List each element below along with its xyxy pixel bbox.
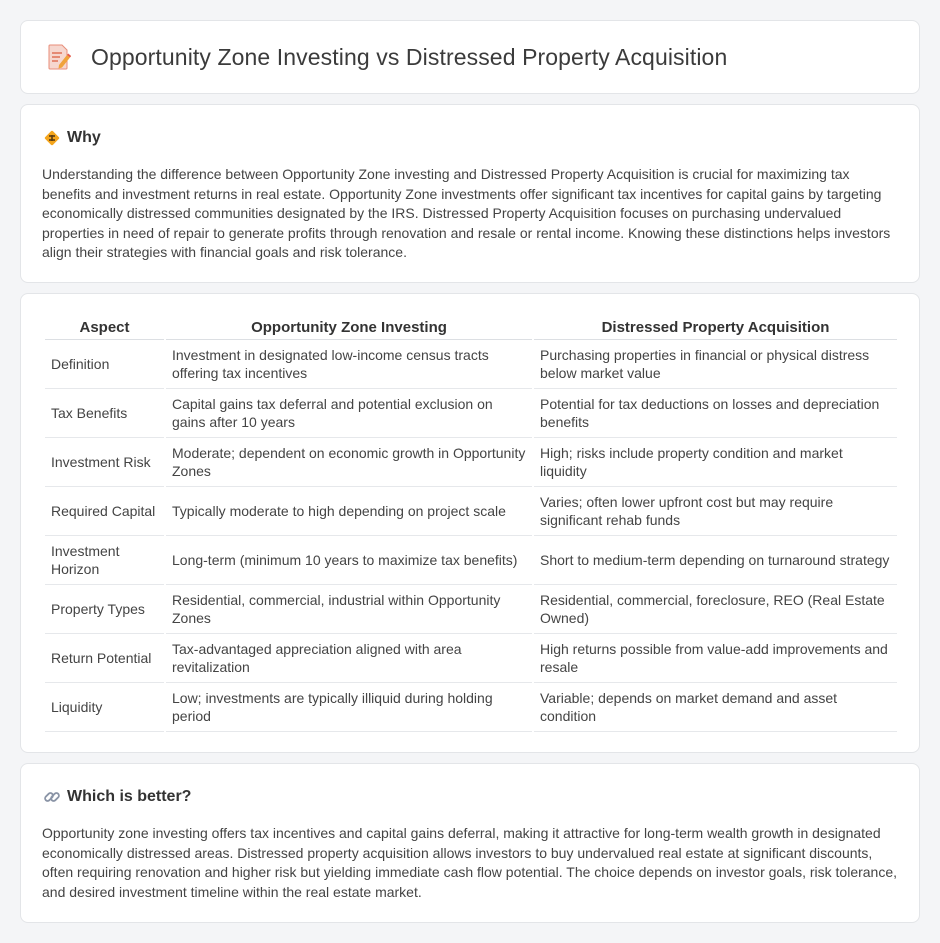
page-title: Opportunity Zone Investing vs Distressed Property Acquisition [91,43,728,70]
table-row [45,389,897,438]
comparison-section [20,293,920,753]
row-opportunity-zone: Low; investments are typically illiquid during holding period [166,683,532,732]
header-distressed-property: Distressed Property Acquisition [534,316,897,340]
row-distressed-property: Varies; often lower upfront cost but may require significant rehab funds [534,487,897,536]
better-text: Opportunity zone investing offers tax incentives and capital gains deferral, making it attractive for long-term wealth growth in designated economically distressed areas. Distressed property acquisition allows investors to buy undervalued real estate at significant discounts, often requiring renovation and higher risk but yielding immediate cash flow potential. The choice depends on investor goals, risk tolerance, and desired investment timeline within the real estate market. [42,825,898,900]
which-is-better-section [20,763,920,923]
row-distressed-property: Short to medium-term depending on turnaround strategy [534,536,897,585]
document-edit-icon [47,43,71,71]
row-opportunity-zone: Moderate; dependent on economic growth in Opportunity Zones [166,438,532,487]
why-text: Understanding the difference between Opportunity Zone investing and Distressed Property Acquisition is crucial for maximizing tax benefits and investment returns in real estate. Opportunity Zone investments offer significant tax incentives for capital gains by targeting economically distressed communities designated by the IRS. Distressed Property Acquisition focuses on purchasing undervalued properties in need of repair to generate profits through renovation and resale or rental income. Knowing these distinctions helps investors align their strategies with financial goals and risk tolerance. [42,166,891,261]
row-aspect: Tax Benefits [45,389,164,438]
row-aspect: Property Types [45,585,164,634]
diamond-warning-icon [43,129,61,147]
why-title: Why [67,129,101,146]
row-aspect: Required Capital [45,487,164,536]
why-heading [43,129,101,147]
header-aspect: Aspect [45,316,164,340]
row-distressed-property: Purchasing properties in financial or physical distress below market value [534,340,897,389]
why-section [20,104,920,283]
table-row [45,683,897,732]
header-opportunity-zone: Opportunity Zone Investing [166,316,532,340]
row-opportunity-zone: Residential, commercial, industrial within Opportunity Zones [166,585,532,634]
table-row [45,585,897,634]
row-distressed-property: Residential, commercial, foreclosure, REO (Real Estate Owned) [534,585,897,634]
row-distressed-property: Potential for tax deductions on losses and depreciation benefits [534,389,897,438]
title-card [20,20,920,94]
row-opportunity-zone: Tax-advantaged appreciation aligned with area revitalization [166,634,532,683]
table-row [45,536,897,585]
better-title: Which is better? [67,788,192,805]
row-aspect: Investment Horizon [45,536,164,585]
table-row [45,340,897,389]
link-icon [43,788,61,806]
table-row [45,438,897,487]
row-aspect: Return Potential [45,634,164,683]
row-opportunity-zone: Long-term (minimum 10 years to maximize tax benefits) [166,536,532,585]
row-aspect: Liquidity [45,683,164,732]
row-opportunity-zone: Capital gains tax deferral and potential exclusion on gains after 10 years [166,389,532,438]
table-header-row [45,316,897,340]
row-aspect: Investment Risk [45,438,164,487]
row-aspect: Definition [45,340,164,389]
row-distressed-property: High returns possible from value-add improvements and resale [534,634,897,683]
row-distressed-property: Variable; depends on market demand and asset condition [534,683,897,732]
row-distressed-property: High; risks include property condition and market liquidity [534,438,897,487]
table-row [45,634,897,683]
better-heading [43,788,191,806]
row-opportunity-zone: Typically moderate to high depending on project scale [166,487,532,536]
title-row [47,43,727,71]
table-row [45,487,897,536]
row-opportunity-zone: Investment in designated low-income census tracts offering tax incentives [166,340,532,389]
comparison-table [43,316,899,732]
